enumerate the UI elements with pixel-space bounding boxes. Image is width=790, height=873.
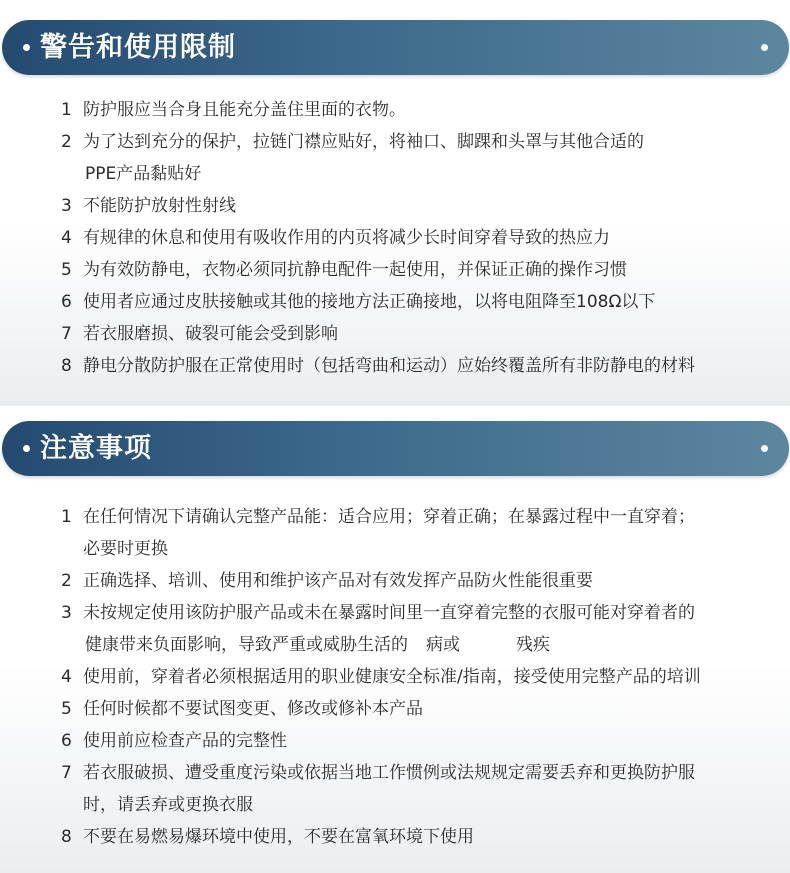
list-item [0, 286, 790, 318]
item-text: 未按规定使用该防护服产品或未在暴露时间里一直穿着完整的衣服可能对穿着者的 [83, 603, 695, 623]
item-number: 8 [61, 356, 72, 376]
item-text: 为有效防静电，衣物必须同抗静电配件一起使用，并保证正确的操作习惯 [83, 260, 627, 280]
item-text-part: 病或 [426, 635, 460, 655]
item-text: 不要在易燃易爆环境中使用，不要在富氧环境下使用 [83, 827, 474, 847]
item-number: 5 [61, 260, 72, 280]
item-text-part: 残疾 [516, 635, 550, 655]
item-number: 7 [61, 763, 72, 783]
item-text: 静电分散防护服在正常使用时（包括弯曲和运动）应始终覆盖所有非防静电的材料 [83, 356, 695, 376]
precautions-list [0, 501, 790, 853]
list-item [0, 693, 790, 725]
item-text-continued: 时，请丢弃或更换衣服 [83, 795, 253, 815]
item-text-part: 健康带来负面影响，导致严重或威胁生活的 [85, 635, 408, 655]
bullet-dot-icon [761, 44, 768, 51]
list-item [0, 126, 790, 190]
section-banner-precautions [2, 421, 789, 476]
item-number: 6 [61, 731, 72, 751]
list-item [0, 565, 790, 597]
section-title: 警告和使用限制 [40, 32, 236, 63]
list-item [0, 318, 790, 350]
item-text-continued: 必要时更换 [83, 539, 168, 559]
list-item [0, 222, 790, 254]
item-text: 若衣服磨损、破裂可能会受到影响 [83, 324, 338, 344]
item-text: 正确选择、培训、使用和维护该产品对有效发挥产品防火性能很重要 [83, 571, 593, 591]
item-number: 3 [61, 603, 72, 623]
bullet-dot-icon [23, 44, 30, 51]
item-text: 为了达到充分的保护，拉链门襟应贴好，将袖口、脚踝和头罩与其他合适的 [83, 132, 644, 152]
item-text: 有规律的休息和使用有吸收作用的内页将减少长时间穿着导致的热应力 [83, 228, 610, 248]
item-number: 6 [61, 292, 72, 312]
item-text: 任何时候都不要试图变更、修改或修补本产品 [83, 699, 423, 719]
warnings-list [0, 94, 790, 382]
list-item [0, 661, 790, 693]
list-item [0, 501, 790, 565]
item-text: 不能防护放射性射线 [83, 196, 236, 216]
item-number: 4 [61, 228, 72, 248]
item-number: 8 [61, 827, 72, 847]
item-number: 1 [61, 100, 72, 120]
bullet-dot-icon [761, 445, 768, 452]
item-text: 使用前应检查产品的完整性 [83, 731, 287, 751]
bullet-dot-icon [23, 445, 30, 452]
item-text: 若衣服破损、遭受重度污染或依据当地工作惯例或法规规定需要丢弃和更换防护服 [83, 763, 695, 783]
precautions-section [0, 406, 790, 873]
item-number: 1 [61, 507, 72, 527]
item-text-continued [83, 629, 770, 661]
warnings-section [0, 0, 790, 406]
item-text-continued: PPE产品黏贴好 [85, 164, 202, 184]
item-text: 在任何情况下请确认完整产品能：适合应用；穿着正确；在暴露过程中一直穿着； [83, 507, 695, 527]
item-number: 5 [61, 699, 72, 719]
list-item [0, 190, 790, 222]
section-title: 注意事项 [40, 433, 152, 464]
item-text: 使用者应通过皮肤接触或其他的接地方法正确接地，以将电阻降至108Ω以下 [83, 292, 656, 312]
item-number: 2 [61, 132, 72, 152]
list-item [0, 821, 790, 853]
list-item [0, 757, 790, 821]
item-text: 防护服应当合身且能充分盖住里面的衣物。 [83, 100, 406, 120]
item-number: 4 [61, 667, 72, 687]
list-item [0, 597, 790, 661]
item-number: 7 [61, 324, 72, 344]
list-item [0, 725, 790, 757]
list-item [0, 350, 790, 382]
list-item [0, 94, 790, 126]
item-text: 使用前，穿着者必须根据适用的职业健康安全标准/指南，接受使用完整产品的培训 [83, 667, 701, 687]
item-number: 3 [61, 196, 72, 216]
section-banner-warnings [2, 20, 789, 75]
item-number: 2 [61, 571, 72, 591]
list-item [0, 254, 790, 286]
